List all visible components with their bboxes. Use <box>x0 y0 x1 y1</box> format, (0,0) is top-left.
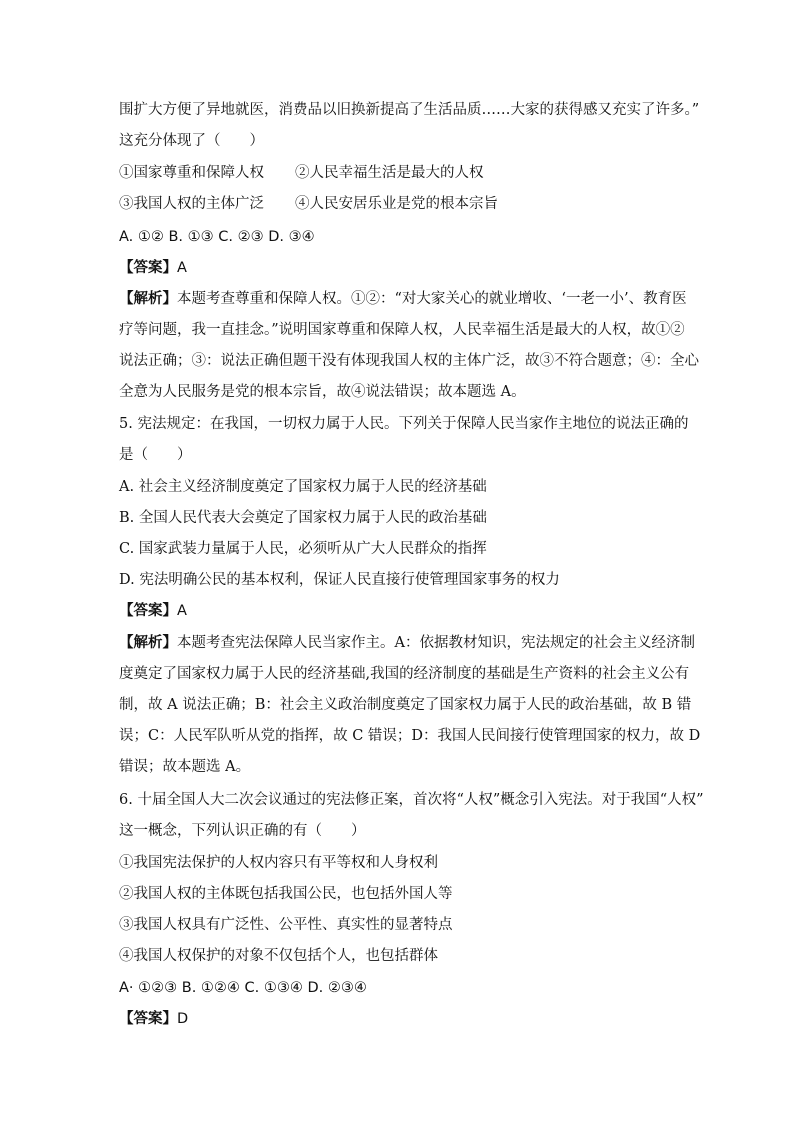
prev-options-row-2 <box>119 194 679 214</box>
q6-stem-line-2: 这一概念，下列认识正确的有（ ） <box>119 823 366 839</box>
q5-analysis-line-1 <box>119 633 695 653</box>
prev-stem-line-2: 这充分体现了（ ） <box>119 133 264 149</box>
q5-option-c: C. 国家武装力量属于人民，必须听从广大人民群众的指挥 <box>119 541 487 557</box>
q6-option-1: ①我国宪法保护的人权内容只有平等权和人身权利 <box>119 855 438 871</box>
analysis-tag: 【解析】 <box>119 291 177 307</box>
answer-value: A <box>177 603 187 619</box>
prev-option-3: ③我国人权的主体广泛 <box>119 196 264 212</box>
q5-stem-line-1: 5. 宪法规定：在我国，一切权力属于人民。下列关于保障人民当家作主地位的说法正确的 <box>119 416 689 432</box>
prev-analysis-line-4: 全意为人民服务是党的根本宗旨，故④说法错误；故本题选 A。 <box>119 384 526 400</box>
prev-analysis-line-2: 疗等问题，我一直挂念。”说明国家尊重和保障人权，人民幸福生活是最大的人权，故①② <box>119 322 685 338</box>
prev-analysis-line-1 <box>119 289 687 309</box>
q5-analysis-line-3: 制，故 A 说法正确；B：社会主义政治制度奠定了国家权力属于人民的政治基础，故 B 错 <box>119 697 692 713</box>
q6-option-2: ②我国人权的主体既包括我国公民，也包括外国人等 <box>119 886 453 902</box>
prev-analysis-line-3: 说法正确；③：说法正确但题干没有体现我国人权的主体广泛，故③不符合题意；④：全心 <box>119 353 699 369</box>
q5-option-a: A. 社会主义经济制度奠定了国家权力属于人民的经济基础 <box>119 479 487 495</box>
analysis-tag: 【解析】 <box>119 635 177 651</box>
q6-option-4: ④我国人权保护的对象不仅包括个人，也包括群体 <box>119 948 438 964</box>
prev-options-row-1 <box>119 163 679 183</box>
q6-stem-line-1: 6. 十届全国人大二次会议通过的宪法修正案，首次将“人权”概念引入宪法。对于我国“人权” <box>119 792 704 808</box>
q5-analysis-line-4: 误；C：人民军队听从党的指挥，故 C 错误；D：我国人民间接行使管理国家的权力，故 D <box>119 728 701 744</box>
answer-tag: 【答案】 <box>119 1011 177 1027</box>
prev-option-1: ①国家尊重和保障人权 <box>119 165 264 181</box>
answer-tag: 【答案】 <box>119 260 177 276</box>
answer-tag: 【答案】 <box>119 603 177 619</box>
q5-stem-line-2: 是（ ） <box>119 447 192 463</box>
q5-analysis-line-2: 度奠定了国家权力属于人民的经济基础,我国的经济制度的基础是生产资料的社会主义公有 <box>119 666 690 682</box>
q6-choices: A· ①②③ B. ①②④ C. ①③④ D. ②③④ <box>119 980 367 996</box>
prev-choices: A. ①② B. ①③ C. ②③ D. ③④ <box>119 229 315 245</box>
prev-stem-line-1: 围扩大方便了异地就医，消费品以旧换新提高了生活品质……大家的获得感又充实了许多。” <box>119 102 700 118</box>
q5-option-b: B. 全国人民代表大会奠定了国家权力属于人民的政治基础 <box>119 510 487 526</box>
analysis-text: 本题考查尊重和保障人权。①②：“对大家关心的就业增收、‘一老一小’、教育医 <box>177 291 687 307</box>
prev-answer <box>119 258 679 278</box>
answer-value: D <box>177 1011 189 1027</box>
q6-option-3: ③我国人权具有广泛性、公平性、真实性的显著特点 <box>119 917 453 933</box>
q5-analysis-line-5: 错误；故本题选 A。 <box>119 759 251 775</box>
analysis-text: 本题考查宪法保障人民当家作主。A：依据教材知识，宪法规定的社会主义经济制 <box>177 635 695 651</box>
prev-option-2: ②人民幸福生活是最大的人权 <box>295 165 484 181</box>
q6-answer <box>119 1009 679 1029</box>
q5-answer <box>119 601 679 621</box>
answer-value: A <box>177 260 187 276</box>
q5-option-d: D. 宪法明确公民的基本权利，保证人民直接行使管理国家事务的权力 <box>119 572 560 588</box>
prev-option-4: ④人民安居乐业是党的根本宗旨 <box>295 196 498 212</box>
